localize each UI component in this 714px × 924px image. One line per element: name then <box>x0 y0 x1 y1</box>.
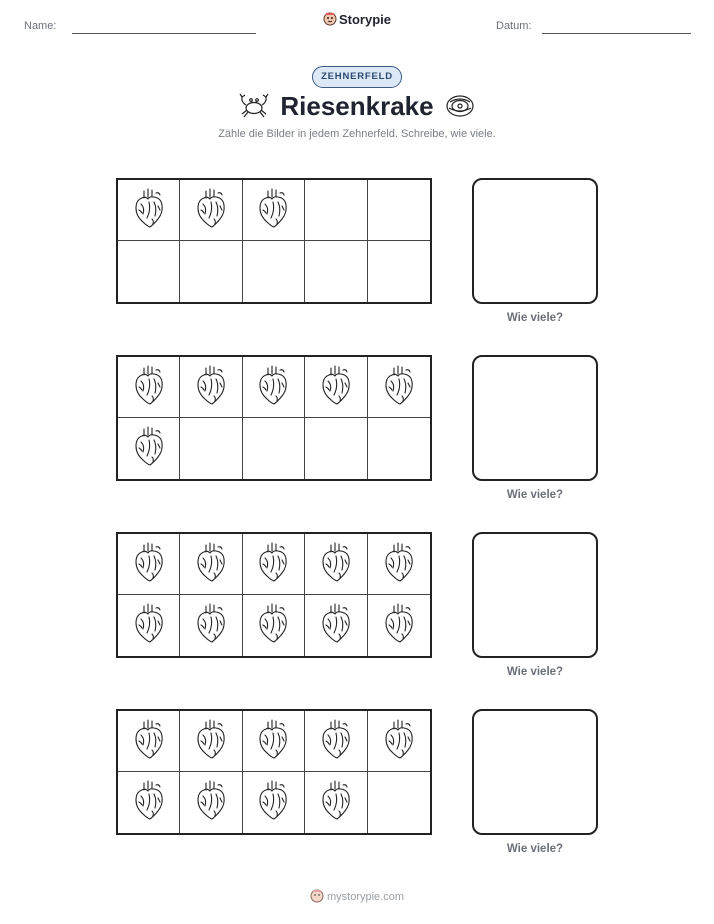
ten-frame-cell <box>305 595 367 656</box>
anatomical-heart-icon <box>194 717 228 766</box>
ten-frame-cell <box>243 772 305 833</box>
anatomical-heart-icon <box>382 363 416 412</box>
anatomical-heart-icon <box>382 540 416 589</box>
anatomical-heart-icon <box>194 363 228 412</box>
answer-prompt-4: Wie viele? <box>506 843 564 855</box>
anatomical-heart-icon <box>319 363 353 412</box>
anatomical-heart-icon <box>132 601 166 650</box>
ten-frame-cell <box>305 241 367 302</box>
clam-shell-icon <box>444 92 476 125</box>
ten-frame-2 <box>116 355 432 481</box>
ten-frame-cell <box>368 418 430 479</box>
ten-frame-cell <box>243 711 305 772</box>
answer-prompt-1: Wie viele? <box>506 312 564 324</box>
ten-frame-cell <box>118 241 180 302</box>
ten-frame-cell <box>180 595 242 656</box>
ten-frame-cell <box>305 711 367 772</box>
ten-frame-cell <box>305 357 367 418</box>
ten-frame-3 <box>116 532 432 658</box>
ten-frame-cell <box>118 772 180 833</box>
anatomical-heart-icon <box>194 601 228 650</box>
anatomical-heart-icon <box>319 540 353 589</box>
answer-prompt-2: Wie viele? <box>506 489 564 501</box>
ten-frame-cell <box>180 241 242 302</box>
name-line[interactable] <box>72 33 256 34</box>
ten-frame-cell <box>243 418 305 479</box>
ten-frame-cell <box>243 241 305 302</box>
anatomical-heart-icon <box>319 601 353 650</box>
anatomical-heart-icon <box>132 540 166 589</box>
ten-frame-cell <box>180 534 242 595</box>
answer-box-3[interactable] <box>472 532 598 658</box>
anatomical-heart-icon <box>319 717 353 766</box>
name-label: Name: <box>24 20 57 32</box>
ten-frame-cell <box>180 418 242 479</box>
ten-frame-cell <box>118 418 180 479</box>
answer-box-2[interactable] <box>472 355 598 481</box>
answer-box-4[interactable] <box>472 709 598 835</box>
ten-frame-cell <box>180 357 242 418</box>
anatomical-heart-icon <box>256 717 290 766</box>
ten-frame-cell <box>243 534 305 595</box>
anatomical-heart-icon <box>256 601 290 650</box>
anatomical-heart-icon <box>256 778 290 827</box>
anatomical-heart-icon <box>132 717 166 766</box>
ten-frame-cell <box>368 241 430 302</box>
ten-frame-cell <box>180 772 242 833</box>
anatomical-heart-icon <box>382 717 416 766</box>
anatomical-heart-icon <box>132 424 166 473</box>
instructions: Zähle die Bilder in jedem Zehnerfeld. Schreibe, wie viele. <box>218 128 496 140</box>
ten-frame-cell <box>118 711 180 772</box>
ten-frame-4 <box>116 709 432 835</box>
storypie-logo-icon <box>323 12 337 26</box>
anatomical-heart-icon <box>132 363 166 412</box>
ten-frame-cell <box>368 711 430 772</box>
storypie-footer-logo-icon <box>310 889 324 903</box>
date-line[interactable] <box>542 33 691 34</box>
ten-frame-cell <box>243 357 305 418</box>
anatomical-heart-icon <box>382 601 416 650</box>
anatomical-heart-icon <box>132 186 166 235</box>
ten-frame-cell <box>243 180 305 241</box>
page-title: Riesenkrake <box>280 91 434 121</box>
anatomical-heart-icon <box>132 778 166 827</box>
ten-frame-1 <box>116 178 432 304</box>
ten-frame-cell <box>305 534 367 595</box>
ten-frame-cell <box>368 772 430 833</box>
ten-frame-cell <box>180 711 242 772</box>
date-label: Datum: <box>496 20 532 32</box>
footer-url: mystorypie.com <box>326 891 405 903</box>
answer-box-1[interactable] <box>472 178 598 304</box>
brand-name: Storypie <box>338 12 391 27</box>
ten-frame-cell <box>305 418 367 479</box>
ten-frame-cell <box>118 595 180 656</box>
ten-frame-cell <box>368 595 430 656</box>
ten-frame-cell <box>118 180 180 241</box>
brand <box>0 12 714 27</box>
anatomical-heart-icon <box>194 778 228 827</box>
ten-frame-cell <box>368 357 430 418</box>
ten-frame-cell <box>118 357 180 418</box>
anatomical-heart-icon <box>256 186 290 235</box>
anatomical-heart-icon <box>194 540 228 589</box>
ten-frame-cell <box>305 180 367 241</box>
anatomical-heart-icon <box>256 540 290 589</box>
ten-frame-cell <box>118 534 180 595</box>
answer-prompt-3: Wie viele? <box>506 666 564 678</box>
anatomical-heart-icon <box>256 363 290 412</box>
anatomical-heart-icon <box>194 186 228 235</box>
anatomical-heart-icon <box>319 778 353 827</box>
ten-frame-cell <box>305 772 367 833</box>
ten-frame-cell <box>243 595 305 656</box>
ten-frame-cell <box>180 180 242 241</box>
ten-frame-cell <box>368 180 430 241</box>
ten-frame-cell <box>368 534 430 595</box>
footer <box>0 889 714 903</box>
category-badge: ZEHNERFELD <box>312 66 402 88</box>
